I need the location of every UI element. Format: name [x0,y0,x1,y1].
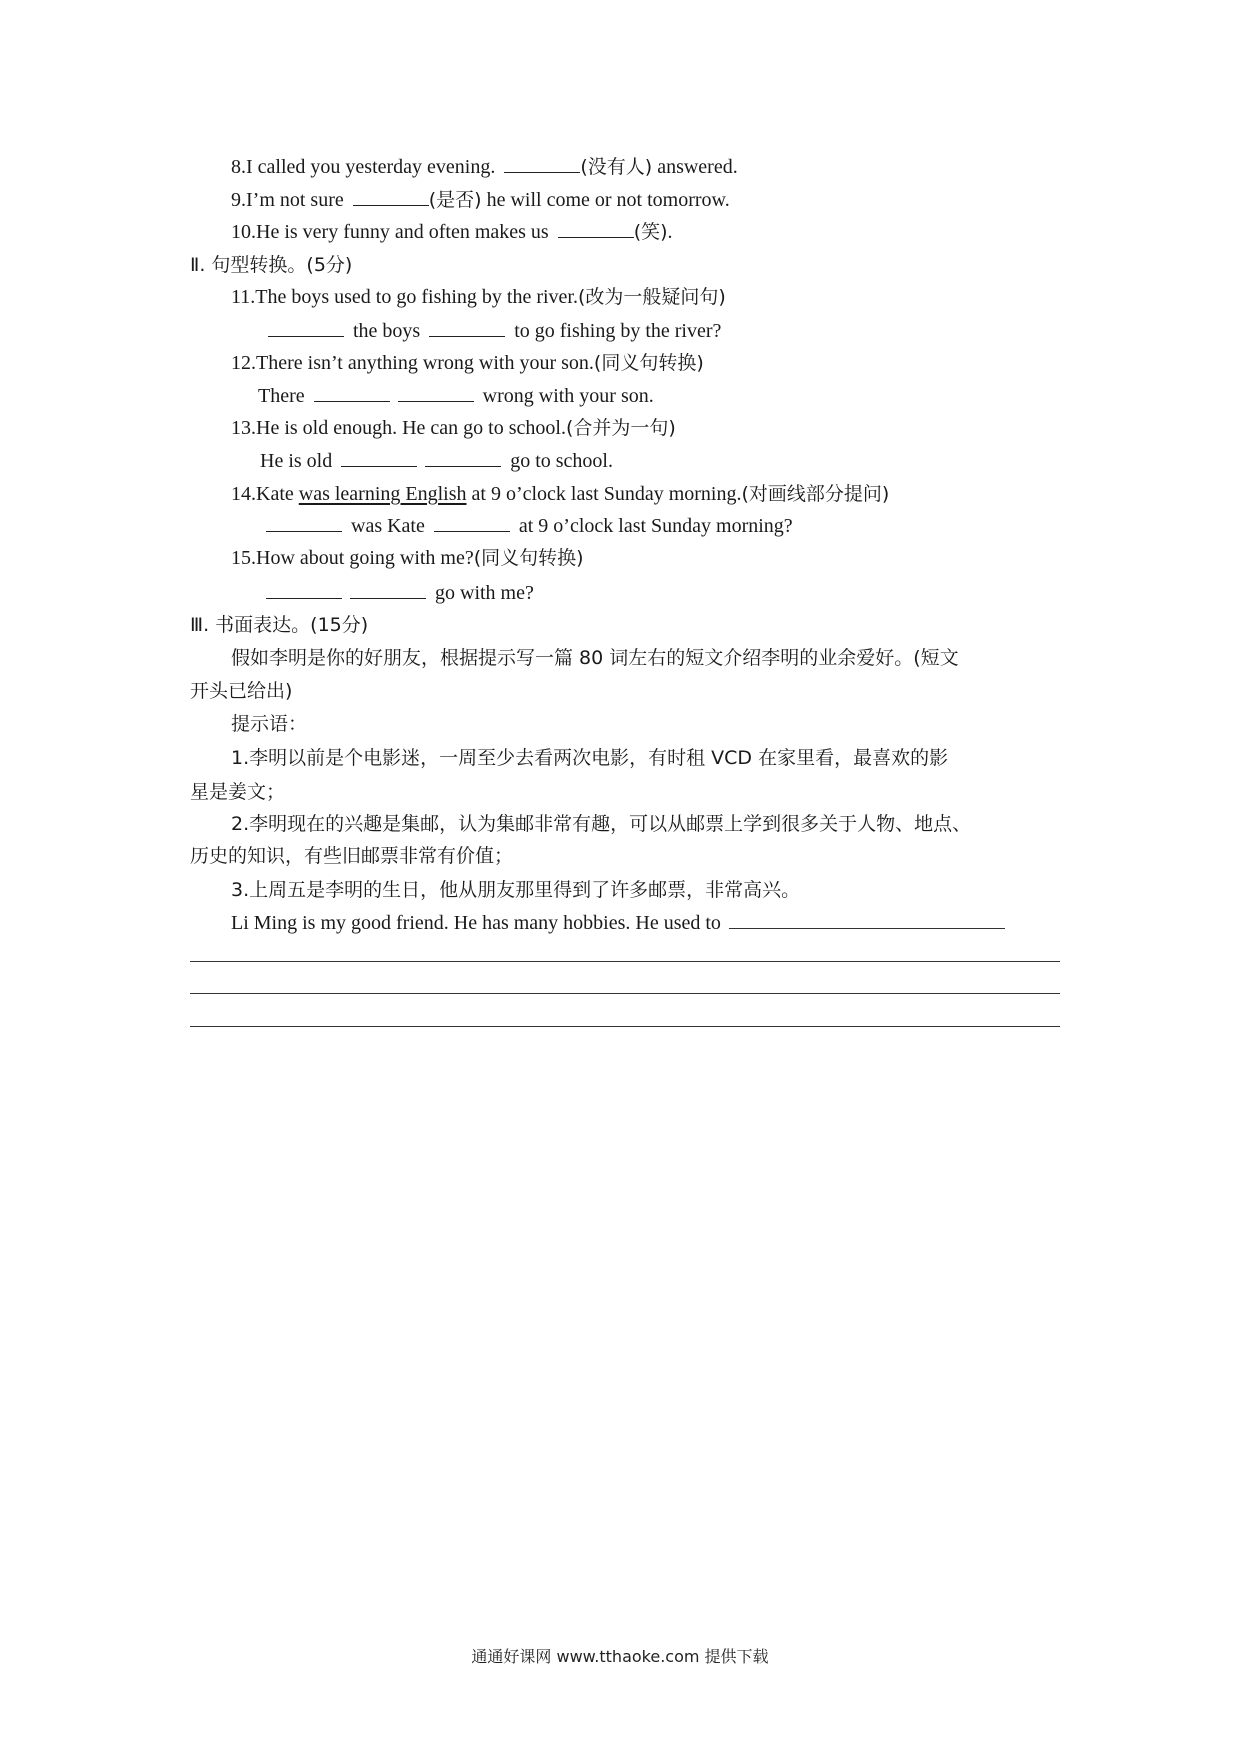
question-8-tail: answered. [652,156,738,178]
question-9 [231,187,730,213]
question-11-note: (改为一般疑问句) [578,286,726,308]
answer-blank[interactable] [425,448,501,467]
task-description-line-2: 开头已给出) [190,680,293,702]
question-10-tail: . [667,221,673,243]
question-10-text: 10.He is very funny and often makes us [231,221,554,243]
page-footer: 通通好课网 www.tthaoke.com 提供下载 [471,1647,769,1666]
question-12-note: (同义句转换) [593,352,704,374]
hint-label: 提示语： [231,713,308,735]
answer-13-tail: go to school. [505,450,613,472]
answer-blank[interactable] [434,513,510,532]
answer-14-text: was Kate [346,515,430,537]
answer-13 [260,448,613,474]
essay-answer-line[interactable] [190,1026,1060,1027]
hint-2-line-1: 2.李明现在的兴趣是集邮，认为集邮非常有趣，可以从邮票上学到很多关于人物、地点、 [231,813,972,835]
question-13-note: (合并为一句) [565,417,676,439]
answer-blank[interactable] [341,448,417,467]
answer-14 [262,513,793,539]
question-9-text: 9.I’m not sure [231,189,349,211]
section-2-heading: Ⅱ. 句型转换。(5分) [190,254,353,276]
answer-blank[interactable] [353,187,429,206]
answer-blank[interactable] [558,219,634,238]
answer-15-tail: go with me? [430,582,534,604]
question-14-text: 14.Kate [231,483,299,505]
answer-12 [258,383,654,409]
question-14-text-tail: at 9 o’clock last Sunday morning. [466,483,742,505]
question-11-text: 11.The boys used to go fishing by the river. [231,286,578,308]
question-11 [231,284,726,310]
answer-blank[interactable] [504,154,580,173]
hint-3: 3.上周五是李明的生日，他从朋友那里得到了许多邮票，非常高兴。 [231,879,801,901]
answer-11-tail: to go fishing by the river? [509,320,722,342]
essay-answer-line[interactable] [190,993,1060,994]
answer-blank[interactable] [314,383,390,402]
answer-blank[interactable] [268,318,344,337]
answer-blank[interactable] [429,318,505,337]
question-10-hint: (笑) [633,221,668,243]
answer-blank[interactable] [266,580,342,599]
answer-13-text: He is old [260,450,338,472]
question-10 [231,219,673,245]
essay-opening [231,910,1005,936]
answer-blank[interactable] [398,383,474,402]
answer-12-text: There [258,385,310,407]
question-14 [231,481,889,507]
question-13-text: 13.He is old enough. He can go to school. [231,417,566,439]
essay-opening-text: Li Ming is my good friend. He has many hobbies. He used to [231,912,721,934]
task-description-line-1: 假如李明是你的好朋友，根据提示写一篇 80 词左右的短文介绍李明的业余爱好。(短文 [231,647,959,669]
answer-15 [262,580,534,606]
question-8-hint: (没有人) [580,156,653,178]
answer-blank[interactable] [350,580,426,599]
answer-14-tail: at 9 o’clock last Sunday morning? [513,515,793,537]
question-13 [231,415,676,441]
answer-11-text: the boys [348,320,426,342]
section-3-heading: Ⅲ. 书面表达。(15分) [190,614,369,636]
question-8 [231,154,738,180]
question-15-note: (同义句转换) [473,547,584,569]
answer-11 [264,318,721,344]
hint-2-line-2: 历史的知识，有些旧邮票非常有价值； [190,845,514,867]
question-15-text: 15.How about going with me? [231,547,474,569]
question-9-hint: (是否) [428,189,482,211]
question-8-text: 8.I called you yesterday evening. [231,156,501,178]
question-12 [231,350,704,376]
hint-1-line-1: 1.李明以前是个电影迷，一周至少去看两次电影，有时租 VCD 在家里看，最喜欢的影 [231,747,949,769]
question-14-note: (对画线部分提问) [741,483,890,505]
essay-answer-line[interactable] [729,910,1005,929]
hint-1-line-2: 星是姜文； [190,781,286,803]
answer-blank[interactable] [266,513,342,532]
question-12-text: 12.There isn’t anything wrong with your son. [231,352,594,374]
essay-answer-line[interactable] [190,961,1060,962]
answer-12-tail: wrong with your son. [477,385,654,407]
question-15 [231,545,584,571]
question-9-tail: he will come or not tomorrow. [481,189,730,211]
underlined-phrase: was learning English [298,483,467,505]
